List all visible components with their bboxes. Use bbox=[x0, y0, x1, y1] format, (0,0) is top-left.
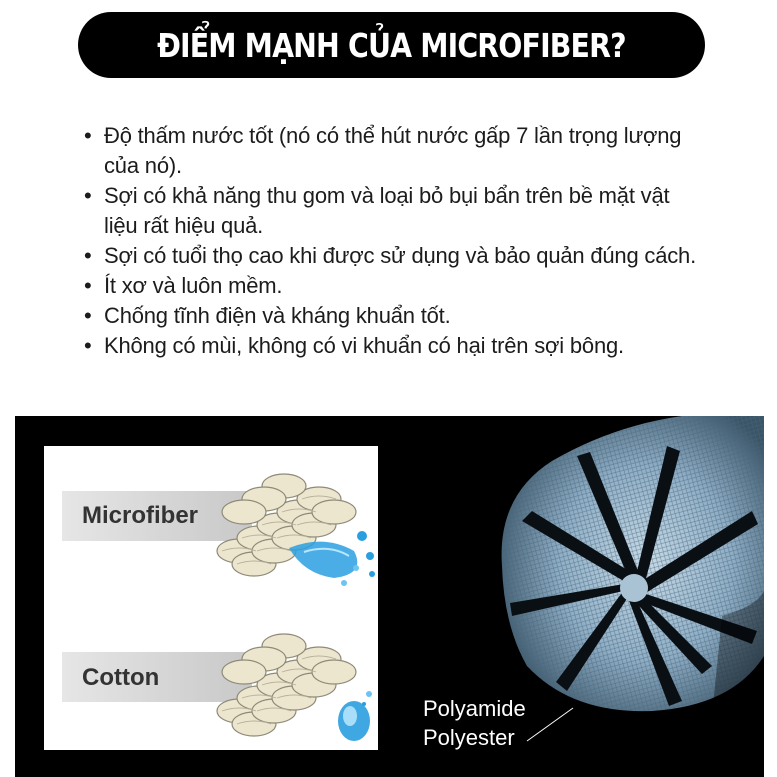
fiber-comparison-illustration bbox=[44, 446, 378, 750]
list-item-text: Sợi có tuổi thọ cao khi được sử dụng và bảo quản đúng cách. bbox=[104, 243, 696, 268]
microfiber-weave-illustration bbox=[194, 456, 378, 586]
cotton-weave-illustration bbox=[194, 616, 378, 746]
polyamide-label: Polyamide bbox=[423, 696, 526, 721]
bullet-icon: • bbox=[84, 333, 92, 358]
polyester-label: Polyester bbox=[423, 725, 515, 750]
list-item-text: Ít xơ và luôn mềm. bbox=[104, 273, 283, 298]
list-item bbox=[84, 241, 704, 271]
bullet-icon: • bbox=[84, 303, 92, 328]
list-item-text: Chống tĩnh điện và kháng khuẩn tốt. bbox=[104, 303, 451, 328]
list-item-text: Độ thấm nước tốt (nó có thể hút nước gấp 7 lần trọng lượng của nó). bbox=[104, 123, 682, 178]
list-item-text: Sợi có khả năng thu gom và loại bỏ bụi bẩn trên bề mặt vật liệu rất hiệu quả. bbox=[104, 183, 670, 238]
fiber-cross-section-image bbox=[482, 416, 764, 716]
fiber-composition-labels bbox=[423, 694, 526, 752]
list-item bbox=[84, 331, 704, 361]
label-pointer-line bbox=[525, 704, 585, 744]
benefits-list bbox=[84, 121, 704, 361]
list-item-text: Không có mùi, không có vi khuẩn có hại trên sợi bông. bbox=[104, 333, 624, 358]
list-item bbox=[84, 181, 704, 241]
title-banner bbox=[78, 12, 705, 78]
list-item bbox=[84, 271, 704, 301]
cotton-label: Cotton bbox=[82, 664, 160, 691]
bullet-icon: • bbox=[84, 123, 92, 148]
bullet-icon: • bbox=[84, 183, 92, 208]
list-item bbox=[84, 301, 704, 331]
list-item bbox=[84, 121, 704, 181]
bullet-icon: • bbox=[84, 273, 92, 298]
bullet-icon: • bbox=[84, 243, 92, 268]
page-title: ĐIỂM MẠNH CỦA MICROFIBER? bbox=[157, 25, 626, 65]
microfiber-label: Microfiber bbox=[82, 502, 199, 529]
image-panel bbox=[15, 416, 764, 777]
